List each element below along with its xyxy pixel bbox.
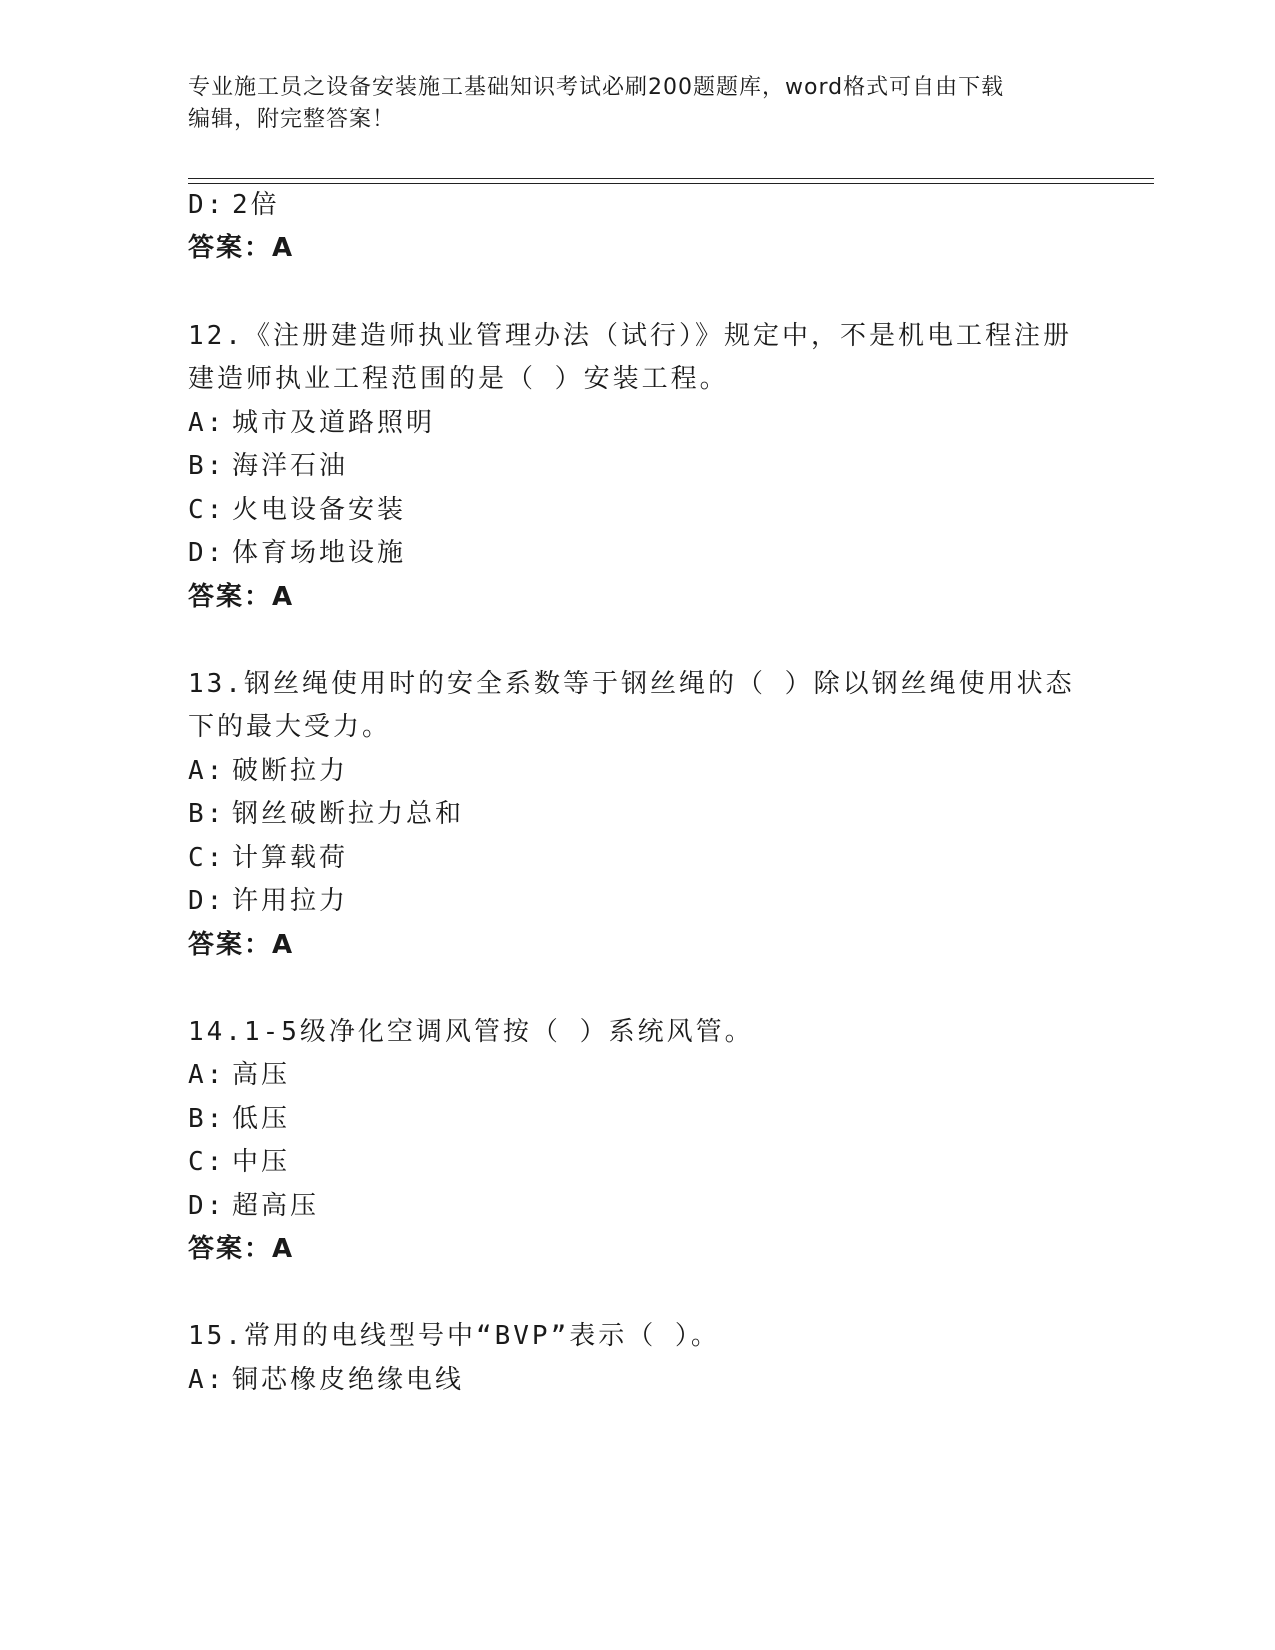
option-text: 火电设备安装: [232, 495, 407, 525]
answer-value: A: [272, 1234, 295, 1264]
option-text: 低压: [232, 1104, 291, 1134]
q14-option-d: [188, 1189, 319, 1223]
q13-option-c: [188, 841, 348, 875]
q11-answer: [188, 231, 294, 265]
option-label: D:: [188, 1191, 226, 1221]
q12-option-d: [188, 536, 406, 570]
q12-option-a: [188, 406, 435, 440]
q15-question-line-1: 15.常用的电线型号中“BVP”表示（ ）。: [188, 1321, 720, 1351]
option-label: D:: [188, 886, 226, 916]
option-text: 许用拉力: [232, 886, 349, 916]
option-text: 高压: [232, 1060, 291, 1090]
q13-option-d: [188, 884, 348, 918]
q11-option-d: [188, 188, 280, 222]
option-label: A:: [188, 1060, 226, 1090]
option-text: 钢丝破断拉力总和: [232, 799, 465, 829]
option-text: 中压: [232, 1147, 291, 1177]
answer-label: 答案：: [188, 1234, 273, 1264]
q14-option-b: [188, 1102, 290, 1136]
header-rule-top: [188, 178, 1154, 179]
option-label: A:: [188, 1365, 226, 1395]
q13-question-line-2: 下的最大受力。: [188, 712, 392, 742]
q12-question-line-2: 建造师执业工程范围的是（ ）安装工程。: [188, 364, 729, 394]
q12-answer: [188, 580, 294, 614]
q13-option-b: [188, 797, 464, 831]
q15-option-a: [188, 1363, 464, 1397]
answer-label: 答案：: [188, 233, 273, 263]
answer-value: A: [272, 233, 295, 263]
option-text: 城市及道路照明: [232, 408, 436, 438]
option-text: 铜芯橡皮绝缘电线: [232, 1365, 465, 1395]
option-label: D:: [188, 538, 226, 568]
option-text: 体育场地设施: [232, 538, 407, 568]
option-label: A:: [188, 408, 226, 438]
answer-label: 答案：: [188, 930, 273, 960]
q14-option-a: [188, 1058, 290, 1092]
option-text: 超高压: [232, 1191, 320, 1221]
option-text: 海洋石油: [232, 451, 349, 481]
option-label: B:: [188, 1104, 226, 1134]
q14-option-c: [188, 1145, 290, 1179]
q13-option-a: [188, 754, 348, 788]
option-label: C:: [188, 843, 226, 873]
q12-question-line-1: 12.《注册建造师执业管理办法（试行）》规定中，不是机电工程注册: [188, 321, 1072, 351]
answer-value: A: [272, 930, 295, 960]
header-rule-bottom: [188, 183, 1154, 184]
option-label: B:: [188, 799, 226, 829]
q13-question-line-1: 13.钢丝绳使用时的安全系数等于钢丝绳的（ ）除以钢丝绳使用状态: [188, 669, 1075, 699]
option-label: C:: [188, 1147, 226, 1177]
header-line-2: 编辑，附完整答案！: [188, 107, 396, 132]
option-text: 2倍: [232, 190, 280, 220]
q13-answer: [188, 928, 294, 962]
answer-label: 答案：: [188, 582, 273, 612]
q14-answer: [188, 1232, 294, 1266]
answer-value: A: [272, 582, 295, 612]
header-line-1: 专业施工员之设备安装施工基础知识考试必刷200题题库，word格式可自由下载: [188, 75, 1005, 100]
option-label: D:: [188, 190, 226, 220]
q12-option-c: [188, 493, 406, 527]
page-header: [188, 72, 1068, 136]
option-label: C:: [188, 495, 226, 525]
option-label: B:: [188, 451, 226, 481]
q14-question-line-1: 14.1-5级净化空调风管按（ ）系统风管。: [188, 1017, 754, 1047]
option-text: 计算载荷: [232, 843, 349, 873]
option-label: A:: [188, 756, 226, 786]
q12-option-b: [188, 449, 348, 483]
option-text: 破断拉力: [232, 756, 349, 786]
